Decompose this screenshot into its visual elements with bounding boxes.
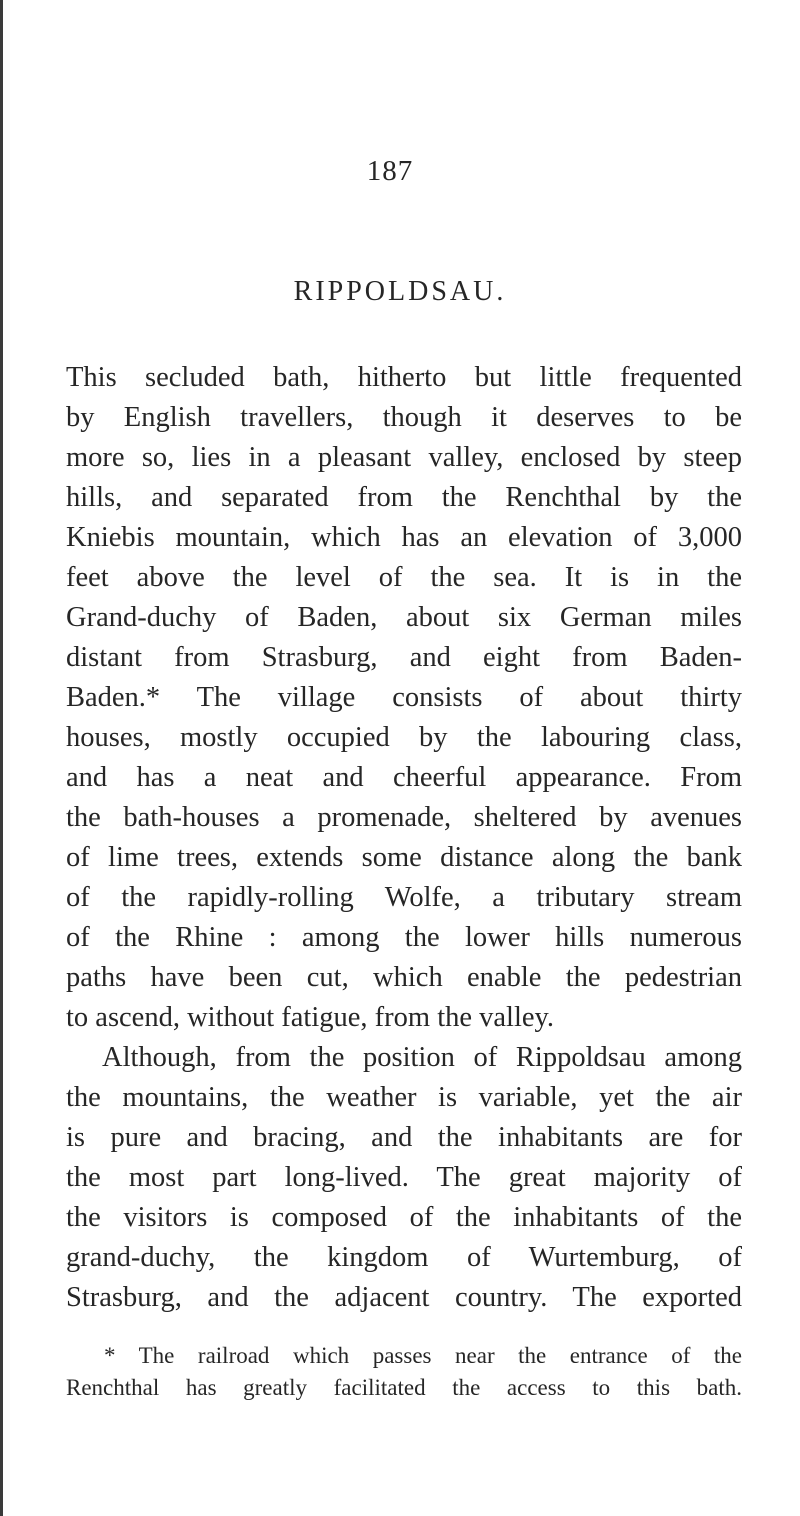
- footnote-line: * The railroad which passes near the entrance of the: [104, 1343, 742, 1368]
- body-line: is pure and bracing, and the inhabitants are for: [66, 1122, 742, 1153]
- body-line: the visitors is composed of the inhabitants of the: [66, 1202, 742, 1233]
- body-line: Kniebis mountain, which has an elevation of 3,000: [66, 522, 742, 553]
- body-line: of lime trees, extends some distance along the bank: [66, 842, 742, 873]
- body-line: Grand-duchy of Baden, about six German miles: [66, 602, 742, 633]
- body-line: paths have been cut, which enable the pedestrian: [66, 962, 742, 993]
- body-line: and has a neat and cheerful appearance. From: [66, 762, 742, 793]
- page-edge: [0, 0, 3, 1516]
- body-line: houses, mostly occupied by the labouring class,: [66, 722, 742, 753]
- body-line: Baden.* The village consists of about thirty: [66, 682, 742, 713]
- body-line: Strasburg, and the adjacent country. The exported: [66, 1282, 742, 1313]
- body-line: of the rapidly-rolling Wolfe, a tributary stream: [66, 882, 742, 913]
- body-line: This secluded bath, hitherto but little frequented: [66, 362, 742, 393]
- body-line: by English travellers, though it deserves to be: [66, 402, 742, 433]
- chapter-heading: RIPPOLDSAU.: [293, 276, 507, 307]
- body-line: grand-duchy, the kingdom of Wurtemburg, of: [66, 1242, 742, 1273]
- body-line: hills, and separated from the Renchthal by the: [66, 482, 742, 513]
- body-line: the most part long-lived. The great majority of: [66, 1162, 742, 1193]
- body-line: the mountains, the weather is variable, yet the air: [66, 1082, 742, 1113]
- page-number: 187: [366, 155, 414, 187]
- body-line: of the Rhine : among the lower hills numerous: [66, 922, 742, 953]
- footnote-line: Renchthal has greatly facilitated the access to this bath.: [66, 1375, 742, 1400]
- body-line: feet above the level of the sea. It is in the: [66, 562, 742, 593]
- body-line: the bath-houses a promenade, sheltered by avenues: [66, 802, 742, 833]
- body-line: Although, from the position of Rippoldsau among: [102, 1042, 742, 1073]
- body-line: to ascend, without fatigue, from the valley.: [66, 1002, 555, 1033]
- body-line: distant from Strasburg, and eight from Baden-: [66, 642, 742, 673]
- body-line: more so, lies in a pleasant valley, enclosed by steep: [66, 442, 742, 473]
